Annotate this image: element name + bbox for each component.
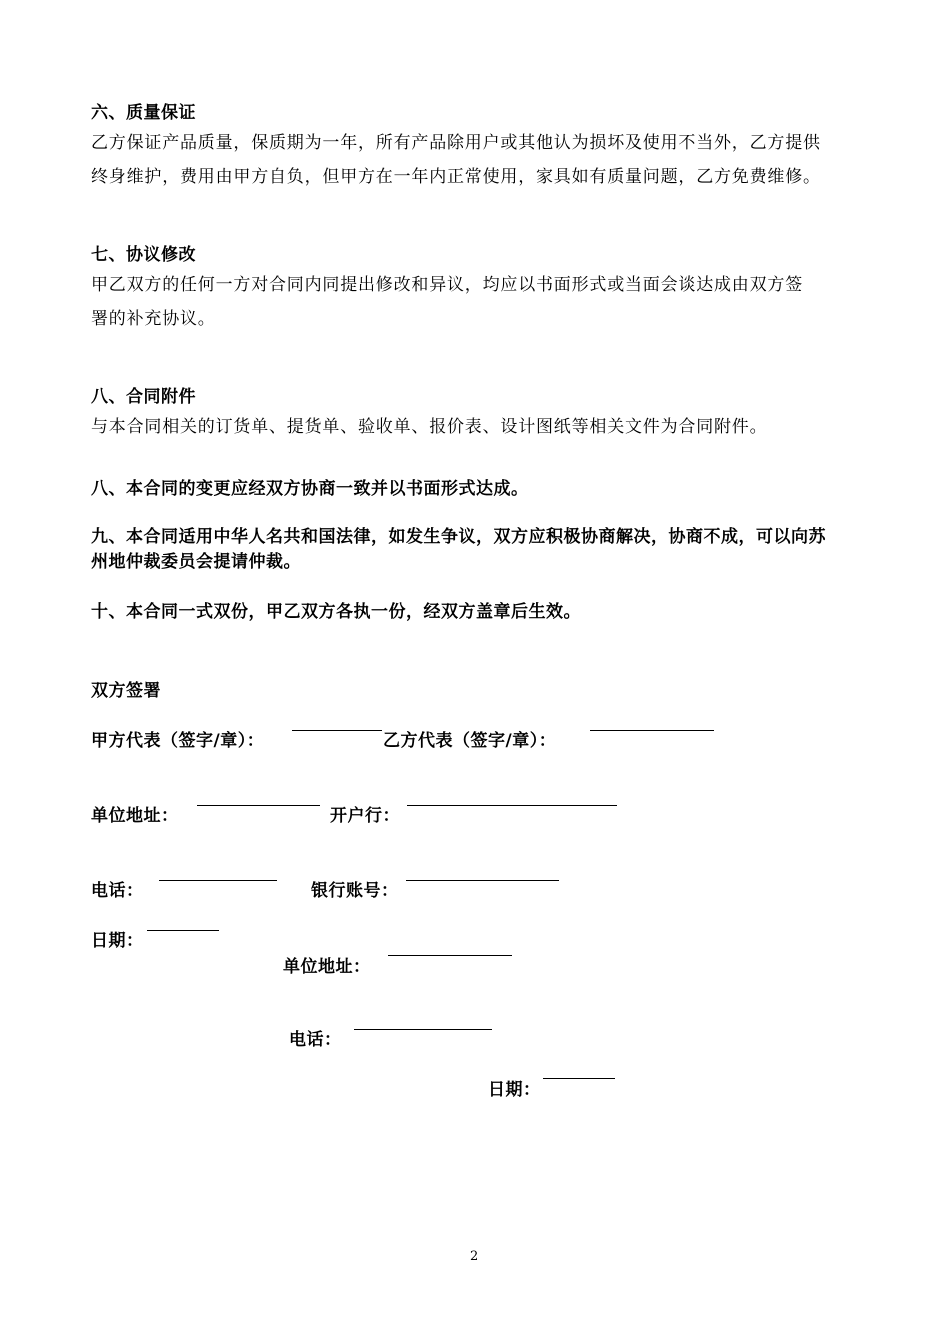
- section-7-line-2: 署的补充协议。: [91, 309, 216, 329]
- party-a-address-blank[interactable]: [197, 805, 320, 806]
- section-8-line-1: 与本合同相关的订货单、提货单、验收单、报价表、设计图纸等相关文件为合同附件。: [91, 417, 768, 437]
- party-a-account-label: 银行账号：: [311, 881, 399, 901]
- section-8-heading: 八、合同附件: [91, 387, 196, 407]
- party-a-address-label: 单位地址：: [91, 806, 179, 826]
- clause-8: 八、本合同的变更应经双方协商一致并以书面形式达成。: [91, 479, 529, 499]
- party-a-date-blank[interactable]: [147, 930, 219, 931]
- section-8-body: [91, 410, 871, 444]
- clause-9: [91, 525, 871, 575]
- party-b-phone-blank[interactable]: [354, 1029, 492, 1030]
- party-a-bank-label: 开户行：: [330, 806, 400, 826]
- party-a-account-blank[interactable]: [406, 880, 559, 881]
- party-a-rep-label: 甲方代表（签字/章）：: [91, 731, 265, 751]
- party-b-phone-label: 电话：: [289, 1030, 342, 1050]
- party-a-bank-blank[interactable]: [407, 805, 617, 806]
- party-a-date-label: 日期：: [91, 931, 144, 951]
- section-7-body: [91, 268, 871, 336]
- clause-9-line-1: 九、本合同适用中华人名共和国法律，如发生争议，双方应积极协商解决，协商不成，可以向苏: [91, 527, 826, 547]
- clause-10: 十、本合同一式双份，甲乙双方各执一份，经双方盖章后生效。: [91, 602, 581, 622]
- section-6-line-1: 乙方保证产品质量，保质期为一年，所有产品除用户或其他认为损坏及使用不当外，乙方提供: [91, 133, 821, 153]
- party-b-rep-blank[interactable]: [590, 730, 714, 731]
- party-a-rep-blank[interactable]: [292, 730, 382, 731]
- party-a-phone-label: 电话：: [91, 881, 144, 901]
- section-7-heading: 七、协议修改: [91, 245, 196, 265]
- party-b-date-label: 日期：: [488, 1080, 541, 1100]
- party-b-rep-label: 乙方代表（签字/章）：: [383, 731, 557, 751]
- party-b-address-label: 单位地址：: [283, 957, 371, 977]
- page-number: 2: [470, 1249, 479, 1264]
- section-6-line-2: 终身维护，费用由甲方自负，但甲方在一年内正常使用，家具如有质量问题，乙方免费维修。: [91, 167, 821, 187]
- section-6-heading: 六、质量保证: [91, 103, 196, 123]
- party-b-date-blank[interactable]: [543, 1078, 615, 1079]
- signature-title: 双方签署: [91, 681, 161, 701]
- section-6-body: [91, 126, 871, 194]
- party-b-address-blank[interactable]: [388, 955, 512, 956]
- section-7-line-1: 甲乙双方的任何一方对合同内同提出修改和异议，均应以书面形式或当面会谈达成由双方签: [91, 275, 803, 295]
- clause-9-line-2: 州地仲裁委员会提请仲裁。: [91, 552, 301, 572]
- party-a-phone-blank[interactable]: [159, 880, 277, 881]
